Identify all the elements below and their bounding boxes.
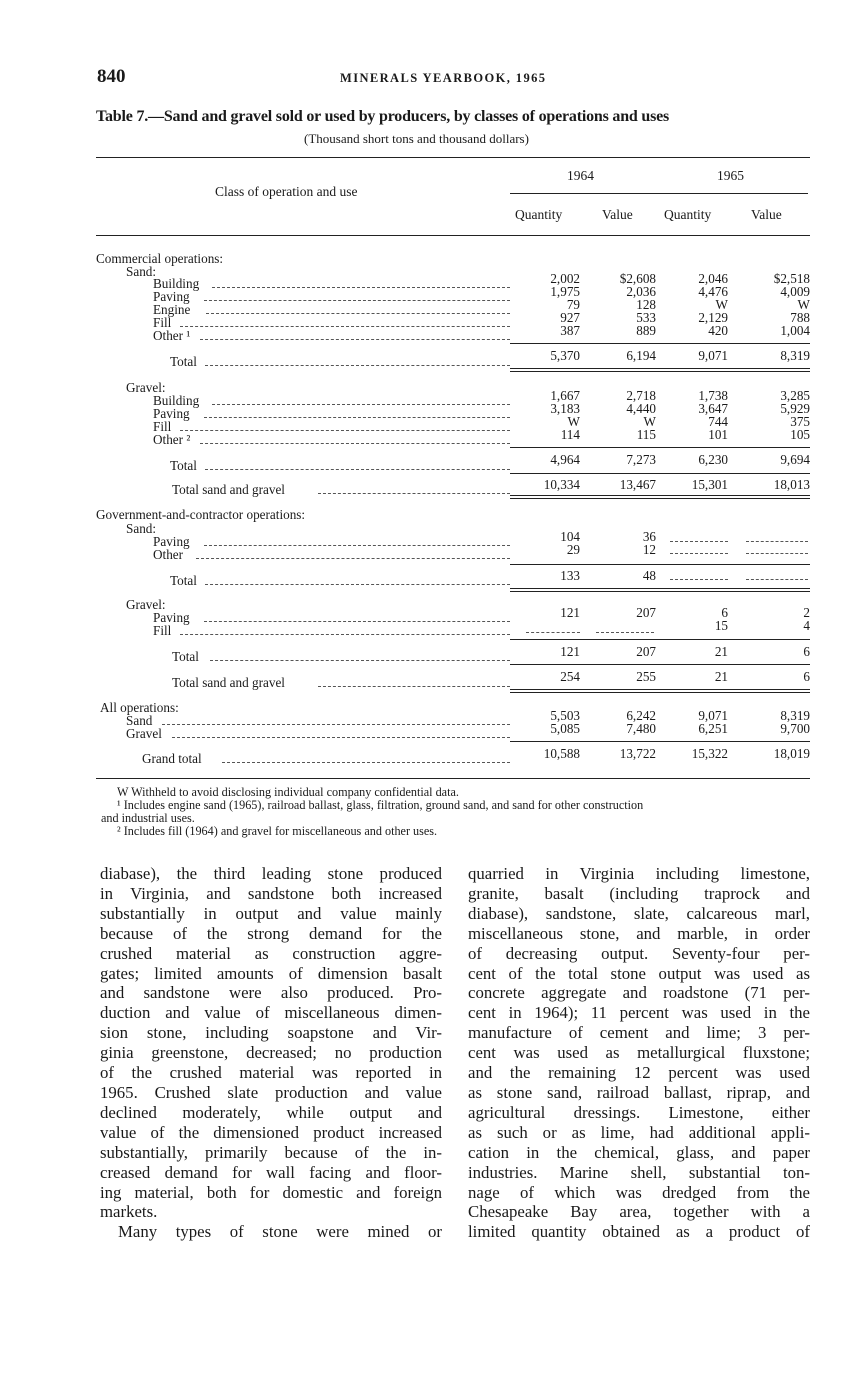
leader bbox=[318, 686, 510, 687]
cell-v65: 2 bbox=[803, 605, 810, 620]
cell-v65: 5,929 bbox=[780, 401, 810, 416]
section-government: Government-and-contractor operations: bbox=[96, 507, 306, 522]
cell-q64: 1,667 bbox=[550, 388, 580, 403]
cell-v64: 207 bbox=[636, 605, 656, 620]
cell-v65: 18,019 bbox=[773, 746, 810, 761]
cell-q65: W bbox=[715, 297, 728, 312]
cell-q64: 79 bbox=[566, 297, 580, 312]
cell-v64: 4,440 bbox=[626, 401, 656, 416]
cell-v65: 105 bbox=[790, 427, 810, 442]
cell-q65: 1,738 bbox=[698, 388, 728, 403]
cell-v65: 1,004 bbox=[780, 323, 810, 338]
leader bbox=[206, 313, 510, 314]
year-1964-header: 1964 bbox=[567, 168, 594, 183]
row-label: Building bbox=[153, 393, 200, 408]
cell-v64: 255 bbox=[636, 669, 656, 684]
page-number: 840 bbox=[97, 66, 126, 87]
text-line: ginia greenstone, decreased; no production bbox=[100, 1043, 442, 1063]
value-1965-header: Value bbox=[751, 207, 782, 222]
table-bottom-rule bbox=[96, 778, 810, 779]
text-line: substantially in output and value mainly bbox=[100, 903, 442, 923]
cell-v64: 128 bbox=[636, 297, 656, 312]
text-line: cent was used as metallurgical fluxstone; bbox=[468, 1043, 810, 1063]
text-line: concrete aggregate and roadstone (71 per- bbox=[468, 983, 810, 1003]
text-line: miscellaneous stone, and marble, in order bbox=[468, 923, 810, 943]
leader bbox=[200, 339, 510, 340]
row-label: Other bbox=[153, 547, 184, 562]
cell-q65: 15,301 bbox=[691, 477, 728, 492]
cell-v64: 36 bbox=[642, 529, 656, 544]
text-line: substantially, primarily because of the in- bbox=[100, 1142, 442, 1162]
group-sand: Sand: bbox=[126, 521, 157, 536]
text-line: as such or as lime, had additional appli- bbox=[468, 1122, 810, 1142]
cell-q64: 387 bbox=[560, 323, 580, 338]
leader bbox=[205, 584, 510, 585]
text-line: because of the strong demand for the bbox=[100, 923, 442, 943]
body-column-right bbox=[468, 864, 810, 1242]
text-line: nage of which was dredged from the bbox=[468, 1182, 810, 1202]
text-line: gates; limited amounts of dimension basalt bbox=[100, 963, 442, 983]
cell-v65: 8,319 bbox=[780, 348, 810, 363]
text-line: markets. bbox=[100, 1202, 158, 1222]
header-bottom-rule bbox=[96, 235, 810, 236]
text-line: crushed material as construction aggre- bbox=[100, 943, 442, 963]
group-gravel: Gravel: bbox=[126, 597, 166, 612]
cell-v65: 6 bbox=[803, 644, 810, 659]
text-line: limited quantity obtained as a product of bbox=[468, 1222, 810, 1242]
cell-v64: 6,242 bbox=[626, 708, 656, 723]
text-line: and sandstone were also produced. Pro- bbox=[100, 983, 442, 1003]
cell-q64: 10,588 bbox=[543, 746, 580, 761]
cell-q65: 2,046 bbox=[698, 271, 728, 286]
cell-v65: W bbox=[797, 297, 810, 312]
row-label: Gravel bbox=[126, 726, 162, 741]
cell-q64: 5,503 bbox=[550, 708, 580, 723]
leader bbox=[212, 287, 510, 288]
text-line: diabase), sandstone, slate, calcareous marl, bbox=[468, 903, 810, 923]
cell-q65: 4,476 bbox=[698, 284, 728, 299]
footnote-1-cont: and industrial uses. bbox=[101, 811, 195, 825]
subtotal-rule bbox=[510, 741, 810, 742]
stub-header: Class of operation and use bbox=[215, 184, 358, 199]
text-line: in Virginia, and sandstone both increased bbox=[100, 883, 442, 903]
cell-q64: 29 bbox=[566, 542, 580, 557]
total-double-rule bbox=[510, 689, 810, 693]
text-line: sion stone, including soapstone and Vir- bbox=[100, 1023, 442, 1043]
cell-q64: 5,085 bbox=[550, 721, 580, 736]
subtotal-rule bbox=[510, 447, 810, 448]
group-gravel: Gravel: bbox=[126, 380, 166, 395]
leader bbox=[196, 558, 510, 559]
row-label: Paving bbox=[153, 406, 190, 421]
row-label: Paving bbox=[153, 534, 190, 549]
leader bbox=[204, 300, 510, 301]
no-data-dash bbox=[596, 632, 654, 633]
cell-v64: 115 bbox=[636, 427, 656, 442]
section-commercial: Commercial operations: bbox=[96, 251, 224, 266]
text-line: manufacture of cement and lime; 3 per- bbox=[468, 1023, 810, 1043]
quantity-1964-header: Quantity bbox=[515, 207, 563, 222]
row-label: Total bbox=[170, 458, 197, 473]
leader bbox=[200, 443, 510, 444]
text-line: granite, basalt (including traprock and bbox=[468, 883, 810, 903]
cell-q65: 6 bbox=[721, 605, 728, 620]
cell-q65: 744 bbox=[708, 414, 728, 429]
row-label: Building bbox=[153, 276, 200, 291]
cell-v64: 207 bbox=[636, 644, 656, 659]
cell-v65: 3,285 bbox=[780, 388, 810, 403]
cell-v64: 12 bbox=[642, 542, 656, 557]
text-line: value of the dimensioned product increased bbox=[100, 1122, 442, 1142]
row-label: Total sand and gravel bbox=[172, 482, 285, 497]
cell-v65: 6 bbox=[803, 669, 810, 684]
row-label: Other ¹ bbox=[153, 328, 191, 343]
no-data-dash bbox=[746, 541, 808, 542]
total-double-rule bbox=[510, 588, 810, 592]
row-label: Other ² bbox=[153, 432, 191, 447]
row-label: Fill bbox=[153, 419, 172, 434]
cell-v64: 2,718 bbox=[626, 388, 656, 403]
cell-q64: 3,183 bbox=[550, 401, 580, 416]
text-line: cation in the chemical, glass, and paper bbox=[468, 1142, 810, 1162]
row-label: Sand bbox=[126, 713, 153, 728]
cell-v65: $2,518 bbox=[773, 271, 810, 286]
cell-v64: W bbox=[643, 414, 656, 429]
running-title: MINERALS YEARBOOK, 1965 bbox=[340, 71, 547, 85]
cell-q65: 9,071 bbox=[698, 348, 728, 363]
cell-v65: 18,013 bbox=[773, 477, 810, 492]
cell-q64: 104 bbox=[560, 529, 580, 544]
cell-q64: 4,964 bbox=[550, 452, 580, 467]
footnote-2: ² Includes fill (1964) and gravel for miscellaneous and other uses. bbox=[117, 824, 438, 838]
value-1964-header: Value bbox=[602, 207, 633, 222]
text-line: of the crushed material was reported in bbox=[100, 1063, 442, 1083]
cell-q64: 254 bbox=[560, 669, 580, 684]
table-top-rule bbox=[96, 157, 810, 158]
no-data-dash bbox=[670, 541, 728, 542]
leader bbox=[204, 621, 510, 622]
cell-v64: 889 bbox=[636, 323, 656, 338]
cell-q64: 1,975 bbox=[550, 284, 580, 299]
cell-v65: 4,009 bbox=[780, 284, 810, 299]
total-double-rule bbox=[510, 495, 810, 499]
cell-q64: 121 bbox=[560, 644, 580, 659]
text-line: diabase), the third leading stone produced bbox=[100, 864, 442, 883]
text-line: Chesapeake Bay area, together with a bbox=[468, 1202, 810, 1222]
row-label: Engine bbox=[153, 302, 191, 317]
group-sand: Sand: bbox=[126, 264, 157, 279]
cell-v64: 7,273 bbox=[626, 452, 656, 467]
text-line: of decreasing output. Seventy-four per- bbox=[468, 943, 810, 963]
text-line: declined moderately, while output and bbox=[100, 1102, 442, 1122]
cell-v64: 6,194 bbox=[626, 348, 656, 363]
row-label: Total sand and gravel bbox=[172, 675, 285, 690]
text-line: ing material, both for domestic and foreign bbox=[100, 1182, 442, 1202]
cell-q64: W bbox=[567, 414, 580, 429]
text-line: creased demand for wall facing and floor- bbox=[100, 1162, 442, 1182]
year-rule bbox=[510, 193, 808, 194]
text-line: agricultural dressings. Limestone, either bbox=[468, 1102, 810, 1122]
text-line: quarried in Virginia including limestone, bbox=[468, 864, 810, 883]
cell-q64: 10,334 bbox=[543, 477, 580, 492]
row-label: Fill bbox=[153, 623, 172, 638]
row-label: Total bbox=[170, 354, 197, 369]
text-line: Many types of stone were mined or bbox=[118, 1222, 442, 1242]
text-line: as stone sand, railroad ballast, riprap, and bbox=[468, 1082, 810, 1102]
cell-v64: $2,608 bbox=[619, 271, 656, 286]
cell-q64: 927 bbox=[560, 310, 580, 325]
leader bbox=[205, 365, 510, 366]
no-data-dash bbox=[746, 553, 808, 554]
cell-v65: 9,700 bbox=[780, 721, 810, 736]
leader bbox=[205, 469, 510, 470]
cell-q64: 121 bbox=[560, 605, 580, 620]
no-data-dash bbox=[670, 553, 728, 554]
cell-q64: 5,370 bbox=[550, 348, 580, 363]
row-label: Paving bbox=[153, 289, 190, 304]
cell-v64: 13,722 bbox=[619, 746, 656, 761]
leader bbox=[212, 404, 510, 405]
subtotal-rule bbox=[510, 564, 810, 565]
cell-q65: 9,071 bbox=[698, 708, 728, 723]
cell-v65: 375 bbox=[790, 414, 810, 429]
cell-q65: 15,322 bbox=[691, 746, 728, 761]
text-line: 1965. Crushed slate production and value bbox=[100, 1082, 442, 1102]
row-label: Grand total bbox=[142, 751, 202, 766]
no-data-dash bbox=[746, 579, 808, 580]
leader bbox=[204, 417, 510, 418]
cell-q65: 21 bbox=[714, 644, 728, 659]
cell-q65: 3,647 bbox=[698, 401, 728, 416]
leader bbox=[162, 724, 510, 725]
leader bbox=[180, 634, 510, 635]
text-line: duction and value of miscellaneous dimen- bbox=[100, 1003, 442, 1023]
leader bbox=[222, 762, 510, 763]
leader bbox=[172, 737, 510, 738]
cell-q65: 15 bbox=[714, 618, 728, 633]
subtotal-rule bbox=[510, 473, 810, 474]
table-subtitle: (Thousand short tons and thousand dollars) bbox=[304, 131, 529, 146]
cell-v65: 8,319 bbox=[780, 708, 810, 723]
table-title: Table 7.—Sand and gravel sold or used by producers, by classes of operations and uses bbox=[96, 108, 670, 125]
text-line: and the remaining 12 percent was used bbox=[468, 1063, 810, 1083]
cell-v64: 13,467 bbox=[619, 477, 656, 492]
year-1965-header: 1965 bbox=[717, 168, 744, 183]
body-column-left bbox=[100, 864, 442, 1242]
section-all: All operations: bbox=[100, 700, 179, 715]
leader bbox=[180, 326, 510, 327]
text-line: cent of the total stone output was used as bbox=[468, 963, 810, 983]
cell-q65: 6,230 bbox=[698, 452, 728, 467]
text-line: industries. Marine shell, substantial ton- bbox=[468, 1162, 810, 1182]
cell-v64: 2,036 bbox=[626, 284, 656, 299]
cell-q65: 21 bbox=[714, 669, 728, 684]
cell-q64: 114 bbox=[560, 427, 580, 442]
quantity-1965-header: Quantity bbox=[664, 207, 712, 222]
cell-v64: 7,480 bbox=[626, 721, 656, 736]
leader bbox=[210, 660, 510, 661]
cell-q65: 6,251 bbox=[698, 721, 728, 736]
row-label: Fill bbox=[153, 315, 172, 330]
cell-q64: 133 bbox=[560, 568, 580, 583]
footnote-1: ¹ Includes engine sand (1965), railroad ballast, glass, filtration, ground sand, and sand for other construction bbox=[117, 798, 644, 812]
leader bbox=[204, 545, 510, 546]
cell-v64: 48 bbox=[642, 568, 656, 583]
cell-q65: 420 bbox=[708, 323, 728, 338]
subtotal-rule bbox=[510, 664, 810, 665]
total-double-rule bbox=[510, 368, 810, 372]
row-label: Total bbox=[170, 573, 197, 588]
row-label: Paving bbox=[153, 610, 190, 625]
cell-v65: 788 bbox=[790, 310, 810, 325]
row-label: Total bbox=[172, 649, 199, 664]
cell-q64: 2,002 bbox=[550, 271, 580, 286]
no-data-dash bbox=[670, 579, 728, 580]
leader bbox=[318, 493, 510, 494]
subtotal-rule bbox=[510, 639, 810, 640]
no-data-dash bbox=[526, 632, 580, 633]
cell-v65: 4 bbox=[803, 618, 810, 633]
cell-q65: 101 bbox=[708, 427, 728, 442]
cell-q65: 2,129 bbox=[698, 310, 728, 325]
footnote-w: W Withheld to avoid disclosing individual company confidential data. bbox=[117, 785, 459, 799]
text-line: cent in 1964); 11 percent was used in the bbox=[468, 1003, 810, 1023]
cell-v65: 9,694 bbox=[780, 452, 810, 467]
cell-v64: 533 bbox=[636, 310, 656, 325]
leader bbox=[180, 430, 510, 431]
subtotal-rule bbox=[510, 343, 810, 344]
